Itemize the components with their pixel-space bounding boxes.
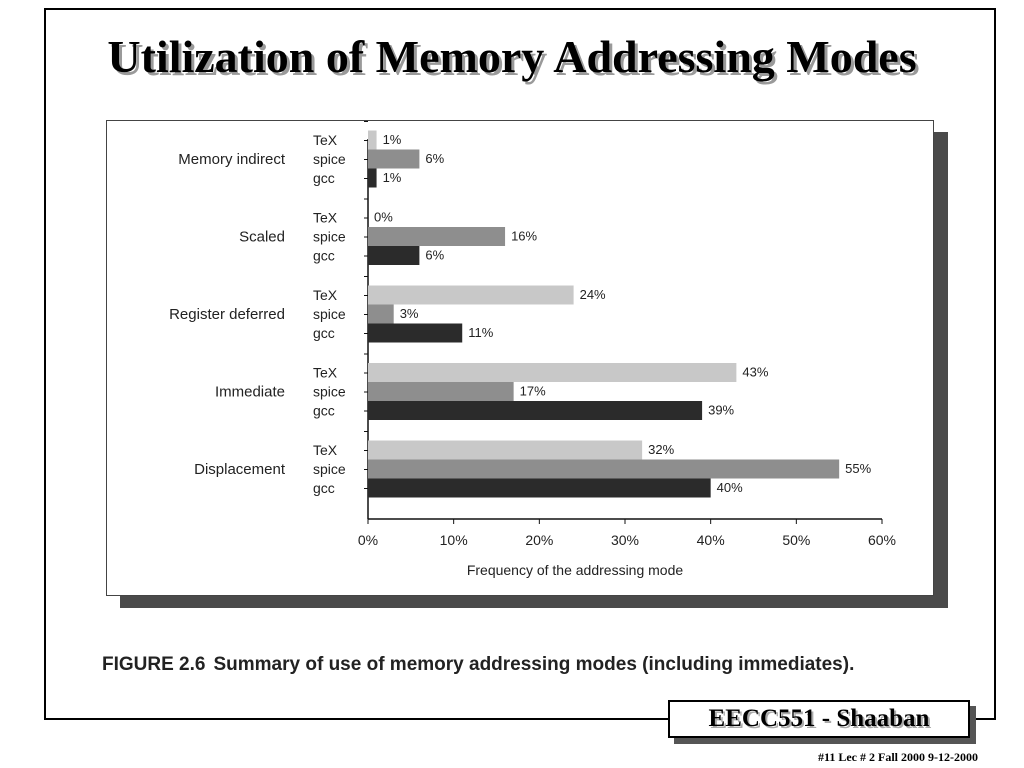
series-label: spice xyxy=(313,228,346,245)
bar xyxy=(368,169,377,188)
bar xyxy=(368,363,736,382)
slide-footer: #11 Lec # 2 Fall 2000 9-12-2000 xyxy=(818,750,978,764)
series-label: TeX xyxy=(313,364,338,381)
data-label: 39% xyxy=(708,402,735,418)
x-tick-label: 40% xyxy=(696,532,725,548)
series-label: TeX xyxy=(313,442,338,458)
series-label: gcc xyxy=(313,402,335,419)
figure-caption-text: Summary of use of memory addressing modes (including immediates). xyxy=(213,654,855,675)
category-label: Register deferred xyxy=(169,306,285,323)
bar xyxy=(368,460,839,479)
x-axis-title: Frequency of the addressing mode xyxy=(466,562,684,578)
figure-number: FIGURE 2.6 xyxy=(102,654,206,675)
x-tick-label: 20% xyxy=(525,532,554,548)
data-label: 55% xyxy=(845,461,872,476)
category-label: Displacement xyxy=(194,461,285,478)
data-label: 3% xyxy=(399,306,419,321)
data-label: 0% xyxy=(374,209,393,225)
series-label: TeX xyxy=(313,209,338,226)
series-label: TeX xyxy=(313,132,338,148)
bar xyxy=(368,401,702,420)
data-label: 43% xyxy=(742,364,769,380)
data-label: 17% xyxy=(519,383,546,399)
series-label: gcc xyxy=(313,480,335,496)
x-tick-label: 10% xyxy=(439,532,468,548)
series-label: gcc xyxy=(313,247,335,264)
bar xyxy=(368,324,462,343)
data-label: 1% xyxy=(382,170,402,185)
bar xyxy=(368,131,377,150)
data-label: 6% xyxy=(425,247,445,263)
bar xyxy=(368,441,642,460)
x-tick-label: 0% xyxy=(357,532,379,548)
series-label: spice xyxy=(313,151,346,167)
series-label: spice xyxy=(313,461,346,477)
series-label: spice xyxy=(313,306,346,322)
bar xyxy=(368,479,711,498)
slide-title: Utilization of Memory Addressing Modes xyxy=(107,31,917,82)
course-badge: EECC551 - Shaaban xyxy=(668,700,970,738)
data-label: 40% xyxy=(716,480,743,495)
x-tick-label: 60% xyxy=(867,532,897,548)
bar xyxy=(368,382,514,401)
data-label: 24% xyxy=(579,287,606,302)
figure-panel xyxy=(106,120,934,596)
data-label: 11% xyxy=(468,325,494,340)
series-label: gcc xyxy=(313,170,335,186)
x-tick-label: 50% xyxy=(782,532,811,548)
category-label: Immediate xyxy=(214,383,285,401)
series-label: TeX xyxy=(313,287,338,303)
data-label: 1% xyxy=(382,132,402,147)
bar xyxy=(368,227,505,246)
category-label: Scaled xyxy=(239,228,285,246)
category-label: Memory indirect xyxy=(178,151,285,168)
bar-chart xyxy=(107,121,935,597)
data-label: 32% xyxy=(648,442,675,457)
x-tick-label: 30% xyxy=(610,532,640,548)
data-label: 6% xyxy=(425,151,445,166)
bar xyxy=(368,305,394,324)
data-label: 16% xyxy=(511,228,538,244)
bar xyxy=(368,150,419,169)
series-label: spice xyxy=(313,383,346,400)
figure-caption xyxy=(102,654,854,676)
bar xyxy=(368,286,574,305)
series-label: gcc xyxy=(313,325,335,341)
bar xyxy=(368,246,419,265)
